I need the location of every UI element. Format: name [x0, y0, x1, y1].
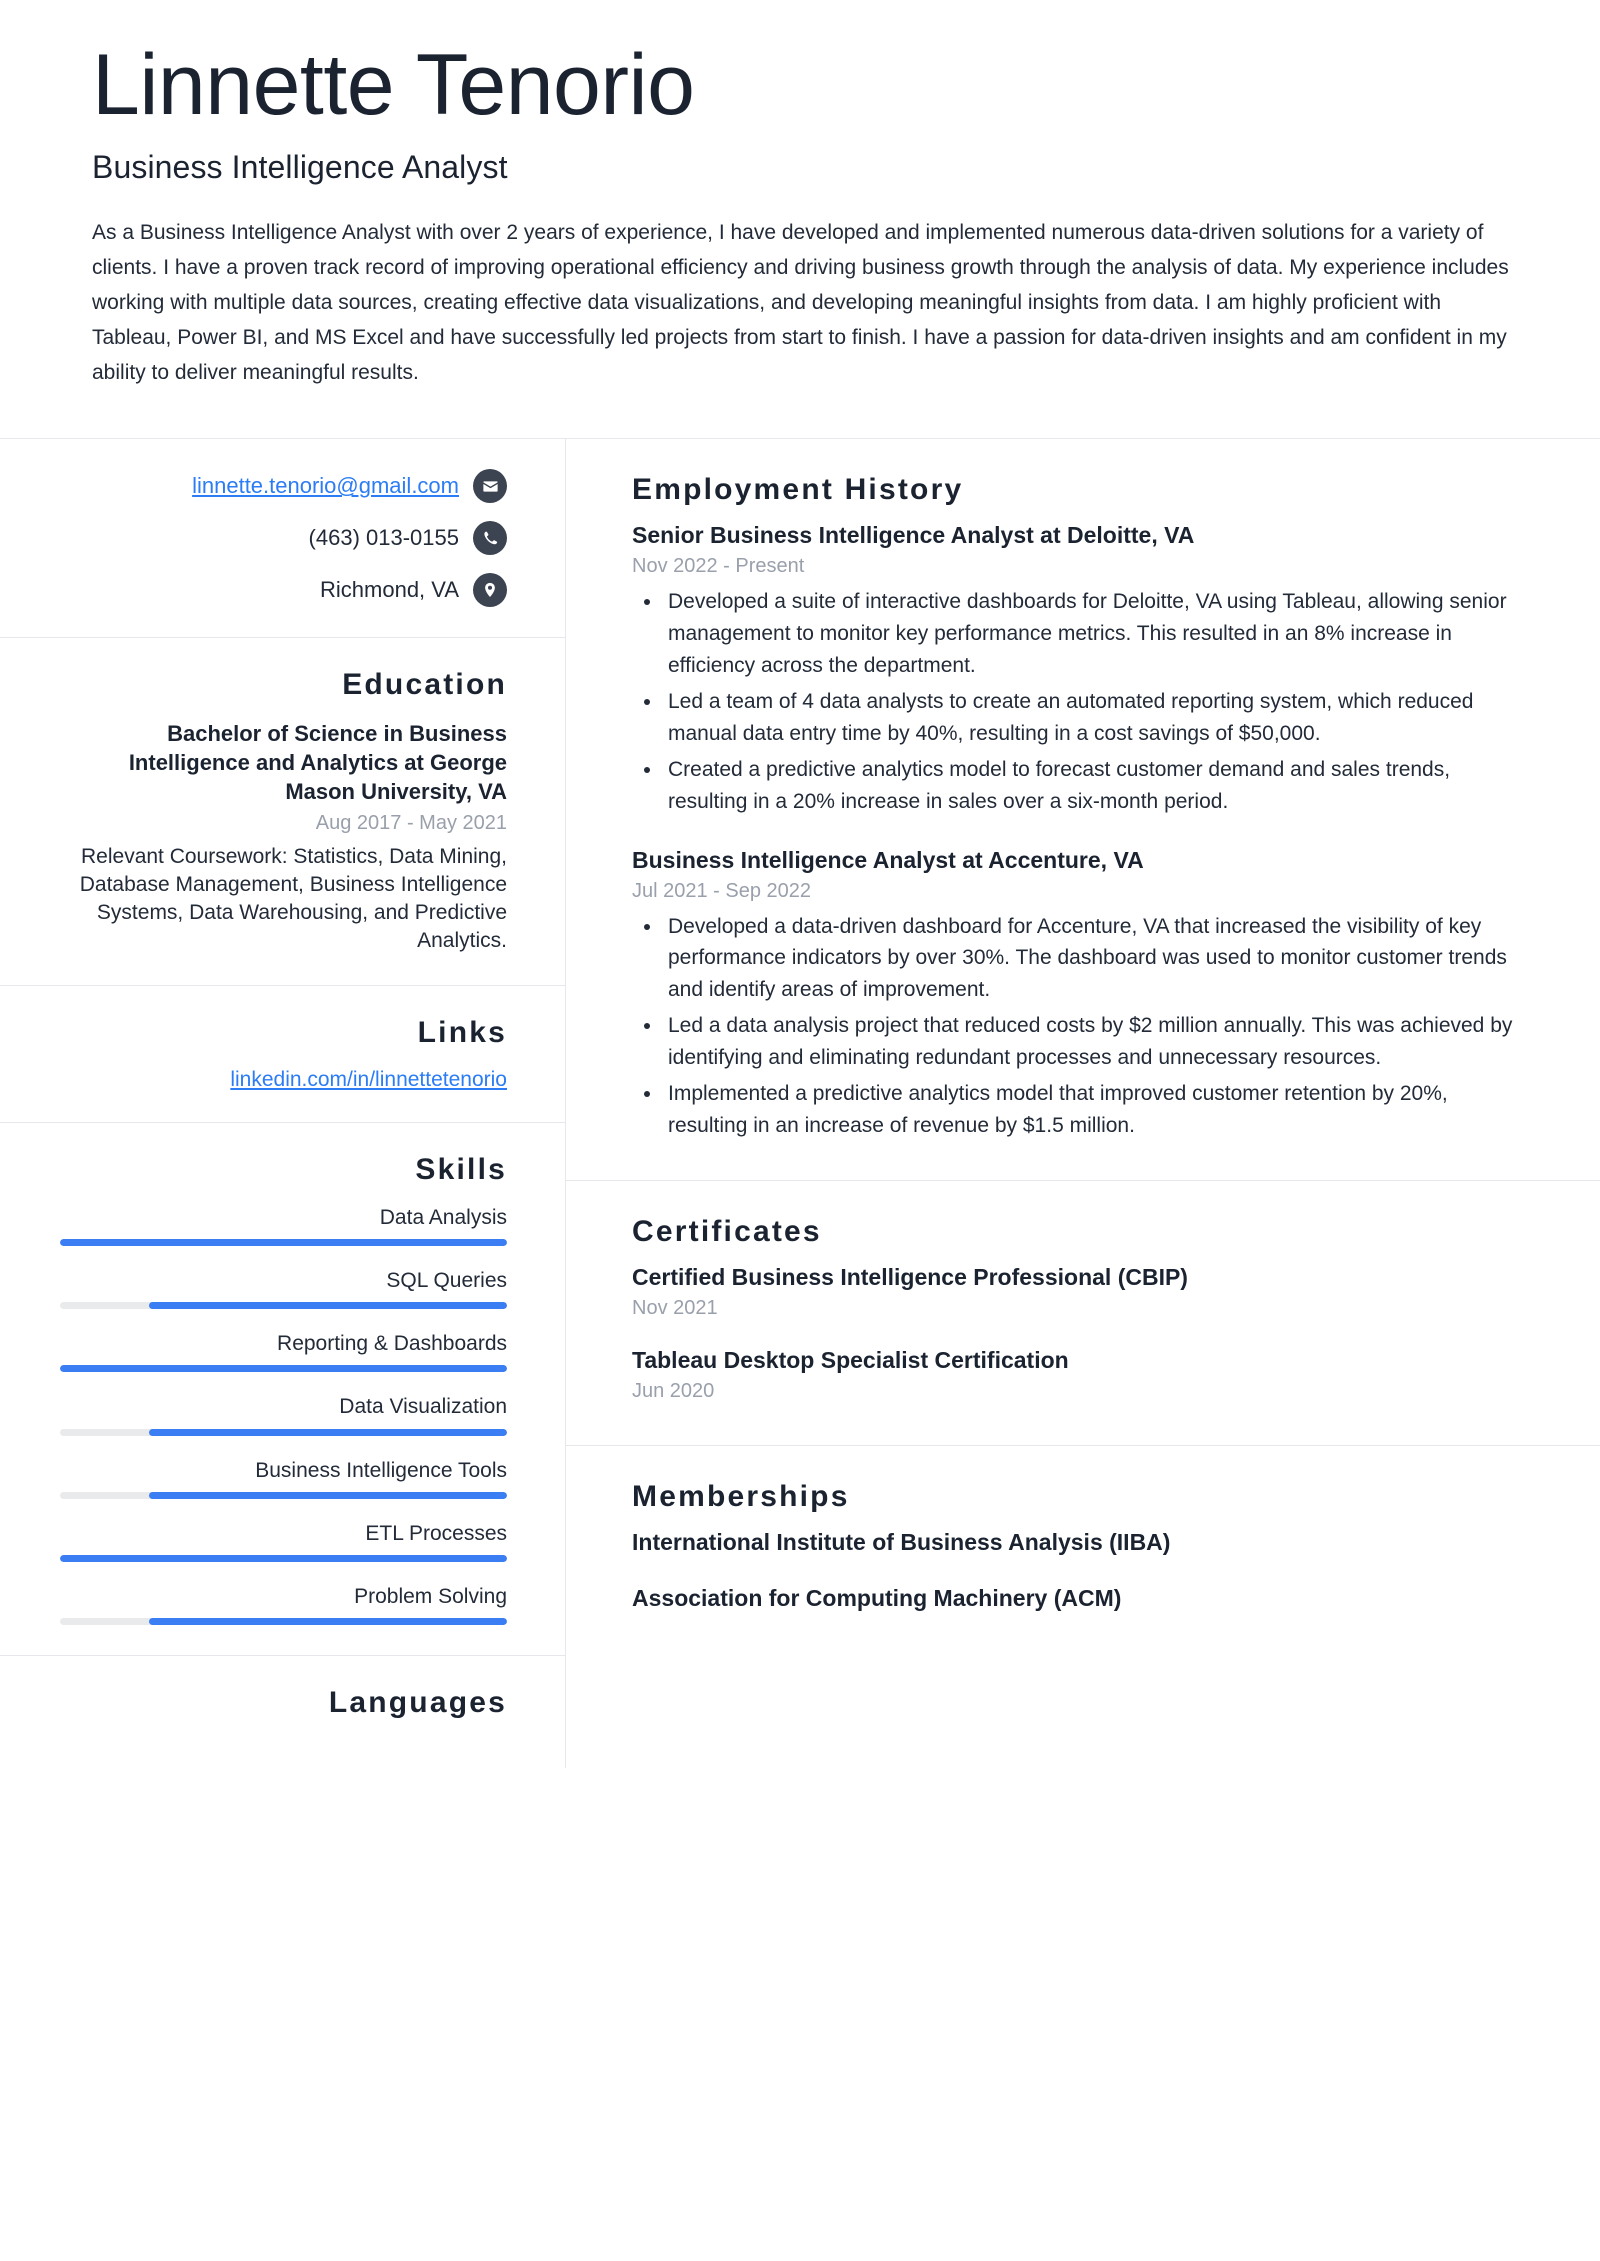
- list-item: Developed a suite of interactive dashboards for Deloitte, VA using Tableau, allowing senior management to monitor key performance metrics. This resulted in an 8% increase in efficiency across the department.: [666, 586, 1522, 682]
- membership-entry: Association for Computing Machinery (ACM): [632, 1584, 1122, 1611]
- employment-heading: Employment History: [632, 473, 964, 507]
- skill-label: Reporting & Dashboards: [277, 1332, 507, 1356]
- envelope-icon: [473, 469, 507, 503]
- links-heading: Links: [417, 1015, 507, 1049]
- skill-label: Data Analysis: [379, 1205, 507, 1229]
- skill-item: [60, 1521, 507, 1562]
- skill-level-fill: [149, 1429, 507, 1436]
- skill-item: [60, 1268, 507, 1309]
- professional-summary: As a Business Intelligence Analyst with over 2 years of experience, I have developed and implemented numerous data-driven solutions for a variety of clients. I have a proven track record of improving operational efficiency and driving business growth through the analysis of data. My experience includes working with multiple data sources, creating effective data visualizations, and developing meaningful insights from data. I am highly proficient with Tableau, Power BI, and MS Excel and have successfully led projects from start to finish. I have a passion for data-driven insights and am confident in my ability to deliver meaningful results.: [92, 221, 1509, 384]
- contact-email-row[interactable]: [60, 469, 507, 503]
- education-description: Relevant Coursework: Statistics, Data Mining, Database Management, Business Intelligence Systems, Data Warehousing, and Predictive Analytics.: [79, 845, 507, 952]
- education-section: [0, 638, 565, 985]
- certificates-list: [632, 1263, 1522, 1403]
- list-item: Developed a data-driven dashboard for Accenture, VA that increased the visibility of key performance indicators by over 30%. The dashboard was used to monitor customer trends and identify areas of improvement.: [666, 911, 1522, 1007]
- languages-section: [0, 1656, 565, 1768]
- employment-title: Senior Business Intelligence Analyst at Deloitte, VA: [632, 522, 1195, 549]
- employment-bullets: [632, 586, 1522, 817]
- list-item: Led a team of 4 data analysts to create an automated reporting system, which reduced manual data entry time by 40%, resulting in a cost savings of $50,000.: [666, 686, 1522, 750]
- employment-bullets: [632, 911, 1522, 1142]
- skill-label: Data Visualization: [339, 1395, 507, 1419]
- skill-level-bar: [60, 1429, 507, 1436]
- employment-date: Nov 2022 - Present: [632, 555, 805, 578]
- skill-item: [60, 1584, 507, 1625]
- skill-level-bar: [60, 1365, 507, 1372]
- skill-item: [60, 1205, 507, 1246]
- contact-section: [0, 439, 565, 638]
- certificate-entry: [632, 1346, 1522, 1403]
- skill-item: [60, 1458, 507, 1499]
- resume-header: [0, 0, 1600, 390]
- list-item: Implemented a predictive analytics model that improved customer retention by 20%, resulting in an increase of revenue by $1.5 million.: [666, 1078, 1522, 1142]
- education-degree: Bachelor of Science in Business Intelligence and Analytics at George Mason University, VA: [128, 721, 507, 804]
- linkedin-link[interactable]: linkedin.com/in/linnettetenorio: [230, 1067, 507, 1091]
- skill-label: SQL Queries: [386, 1269, 507, 1293]
- skill-level-bar: [60, 1302, 507, 1309]
- location-text: Richmond, VA: [320, 577, 459, 603]
- contact-phone-row: [60, 521, 507, 555]
- contact-location-row: [60, 573, 507, 607]
- memberships-section: [566, 1446, 1600, 1648]
- education-date: Aug 2017 - May 2021: [315, 812, 507, 835]
- employment-list: [632, 521, 1522, 1141]
- education-heading: Education: [342, 668, 507, 702]
- skill-level-bar: [60, 1492, 507, 1499]
- skill-label: Problem Solving: [354, 1585, 507, 1609]
- certificate-title: Certified Business Intelligence Professional (CBIP): [632, 1263, 1188, 1290]
- skill-level-bar: [60, 1618, 507, 1625]
- skill-level-fill: [149, 1618, 507, 1625]
- languages-heading: Languages: [328, 1686, 507, 1720]
- email-link[interactable]: linnette.tenorio@gmail.com: [192, 473, 459, 499]
- skill-item: [60, 1394, 507, 1435]
- certificates-section: [566, 1181, 1600, 1446]
- skill-level-fill: [60, 1365, 507, 1372]
- skills-heading: Skills: [415, 1152, 507, 1186]
- skill-label: Business Intelligence Tools: [255, 1458, 507, 1482]
- phone-icon: [473, 521, 507, 555]
- employment-date: Jul 2021 - Sep 2022: [632, 879, 812, 902]
- employment-entry: [632, 521, 1522, 817]
- memberships-heading: Memberships: [632, 1479, 850, 1513]
- list-item: Led a data analysis project that reduced costs by $2 million annually. This was achieved by identifying and eliminating redundant processes and unnecessary resources.: [666, 1010, 1522, 1074]
- certificates-heading: Certificates: [632, 1214, 822, 1248]
- map-pin-icon: [473, 573, 507, 607]
- links-section: [0, 986, 565, 1123]
- skill-level-bar: [60, 1239, 507, 1246]
- employment-section: [566, 439, 1600, 1180]
- skill-label: ETL Processes: [365, 1521, 507, 1545]
- phone-number: (463) 013-0155: [308, 525, 459, 551]
- certificate-entry: [632, 1263, 1522, 1320]
- page-title: Linnette Tenorio: [92, 37, 695, 133]
- sidebar-column: [0, 439, 566, 1768]
- list-item: Created a predictive analytics model to forecast customer demand and sales trends, resulting in a 20% increase in sales over a six-month period.: [666, 754, 1522, 818]
- skill-level-fill: [60, 1555, 507, 1562]
- employment-entry: [632, 846, 1522, 1142]
- certificate-date: Nov 2021: [632, 1296, 718, 1319]
- resume-body: [0, 439, 1600, 1768]
- certificate-date: Jun 2020: [632, 1379, 715, 1402]
- skill-level-bar: [60, 1555, 507, 1562]
- membership-entry: International Institute of Business Analysis (IIBA): [632, 1528, 1171, 1555]
- main-column: [566, 439, 1600, 1768]
- certificate-title: Tableau Desktop Specialist Certification: [632, 1346, 1069, 1373]
- skills-section: [0, 1123, 565, 1656]
- skill-item: [60, 1331, 507, 1372]
- skills-list: [60, 1205, 507, 1625]
- skill-level-fill: [149, 1302, 507, 1309]
- employment-title: Business Intelligence Analyst at Accenture, VA: [632, 846, 1144, 873]
- job-title: Business Intelligence Analyst: [92, 149, 508, 186]
- memberships-list: [632, 1528, 1522, 1614]
- skill-level-fill: [149, 1492, 507, 1499]
- skill-level-fill: [60, 1239, 507, 1246]
